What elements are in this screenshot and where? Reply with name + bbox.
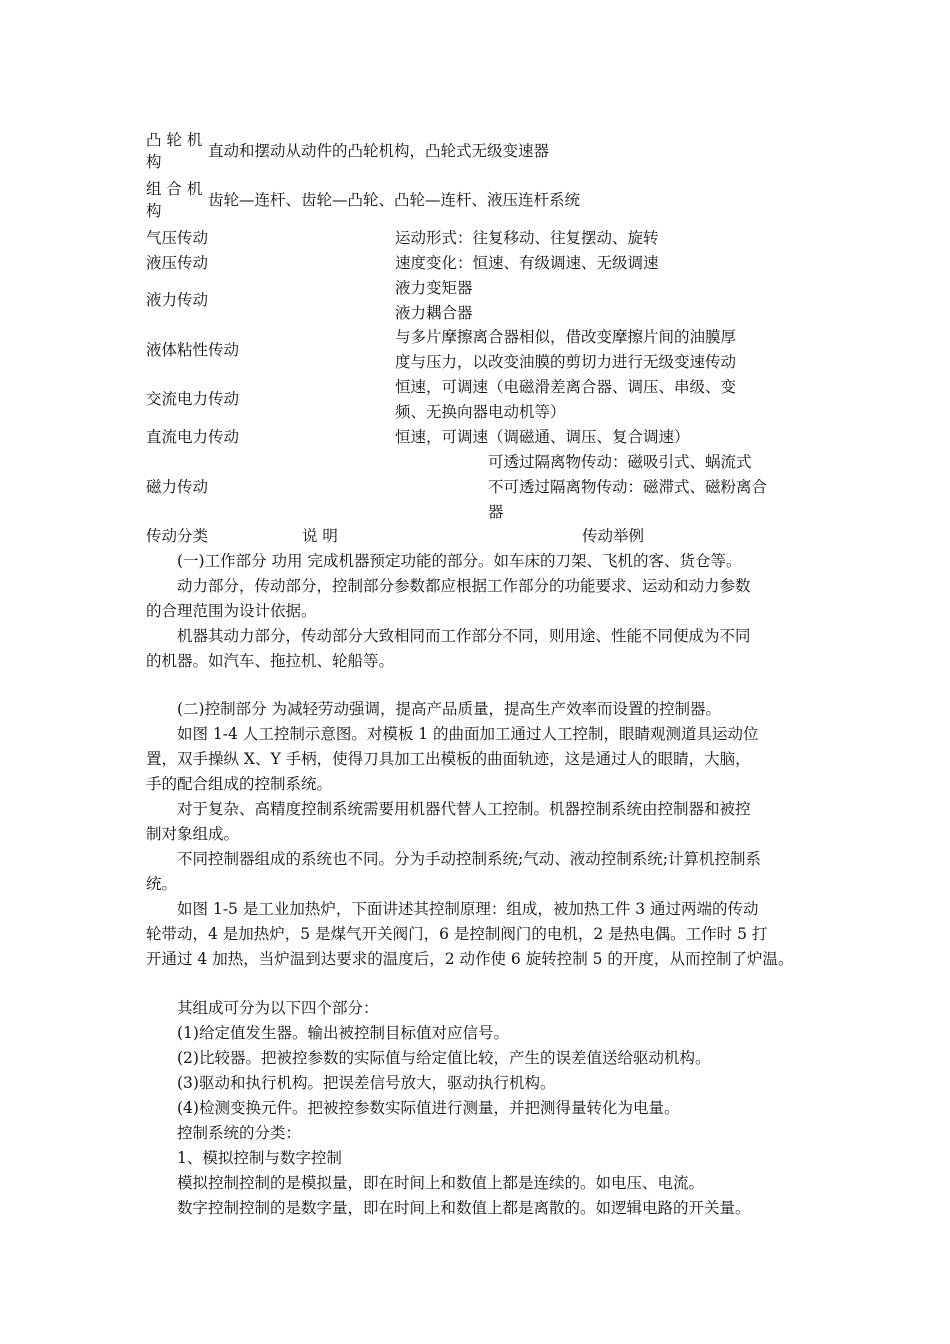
paragraph-line: 统。 [146, 875, 178, 893]
table-header-col1: 传动分类 [146, 527, 209, 545]
paragraph-line: 制对象组成。 [146, 825, 240, 843]
table-cell-type: 直流电力传动 [146, 428, 240, 446]
table-cell-desc: 度与压力，以改变油膜的剪切力进行无级变速传动 [395, 353, 737, 371]
table-cell-desc: 频、无换向器电动机等） [395, 403, 566, 421]
table-cell-type: 液力传动 [146, 291, 209, 309]
paragraph-line: 轮带动，4 是加热炉，5 是煤气开关阀门，6 是控制阀门的电机，2 是热电偶。工作时 5 打 [146, 925, 768, 943]
paragraph-line: 其组成可分为以下四个部分： [177, 999, 379, 1017]
section-heading: 1、模拟控制与数字控制 [177, 1149, 342, 1167]
table-cell-desc: 可透过隔离物传动：磁吸引式、蜗流式 [488, 453, 752, 471]
section-heading: 控制系统的分类： [177, 1124, 302, 1142]
table-cell-description: 直动和摆动从动件的凸轮机构，凸轮式无级变速器 [208, 142, 550, 160]
paragraph-line: 如图 1-5 是工业加热炉，下面讲述其控制原理：组成，被加热工件 3 通过两端的传动 [177, 900, 759, 918]
table-cell-type: 气压传动 [146, 229, 209, 247]
table-cell-desc: 与多片摩擦离合器相似，借改变摩擦片间的油膜厚 [395, 328, 737, 346]
paragraph-line: 的合理范围为设计依据。 [146, 602, 317, 620]
table-cell-desc: 液力耦合器 [395, 304, 473, 322]
paragraph-line: (二)控制部分 为减轻劳动强调，提高产品质量，提高生产效率而设置的控制器。 [177, 700, 722, 718]
table-cell-type: 磁力传动 [146, 478, 209, 496]
table-cell-desc: 恒速，可调速（电磁滑差离合器、调压、串级、变 [395, 378, 737, 396]
table-cell-desc: 器 [488, 503, 504, 521]
table-cell-desc: 不可透过隔离物传动：磁滞式、磁粉离合 [488, 478, 768, 496]
paragraph-line: 开通过 4 加热，当炉温到达要求的温度后，2 动作使 6 旋转控制 5 的开度，从而控制了炉温。 [146, 950, 794, 968]
paragraph-line: 如图 1-4 人工控制示意图。对模板 1 的曲面加工通过人工控制，眼睛观测道具运动位 [177, 725, 759, 743]
table-cell-desc: 恒速，可调速（调磁通、调压、复合调速） [395, 428, 690, 446]
paragraph-line: 模拟控制控制的是模拟量，即在时间上和数值上都是连续的。如电压、电流。 [177, 1174, 705, 1192]
table-cell-description: 齿轮—连杆、齿轮—凸轮、凸轮—连杆、液压连杆系统 [208, 191, 581, 209]
paragraph-line: (一)工作部分 功用 完成机器预定功能的部分。如车床的刀架、飞机的客、货仓等。 [177, 552, 742, 570]
table-header-col3: 传动举例 [582, 527, 645, 545]
list-item: (1)给定值发生器。输出被控制目标值对应信号。 [177, 1024, 509, 1042]
paragraph-line: 不同控制器组成的系统也不同。分为手动控制系统;气动、液动控制系统;计算机控制系 [177, 850, 761, 868]
table-cell-desc: 液力变矩器 [395, 279, 473, 297]
paragraph-line: 数字控制控制的是数字量，即在时间上和数值上都是离散的。如逻辑电路的开关量。 [177, 1199, 751, 1217]
paragraph-line: 置，双手操纵 X、Y 手柄，使得刀具加工出模板的曲面轨迹，这是通过人的眼睛，大脑， [146, 750, 751, 768]
paragraph-line: 动力部分，传动部分，控制部分参数都应根据工作部分的功能要求、运动和动力参数 [177, 577, 751, 595]
table-cell-category: 构 [146, 202, 162, 220]
list-item: (4)检测变换元件。把被控参数实际值进行测量，并把测得量转化为电量。 [177, 1099, 680, 1117]
table-cell-category: 构 [146, 153, 162, 171]
paragraph-line: 手的配合组成的控制系统。 [146, 775, 333, 793]
paragraph-line: 机器其动力部分，传动部分大致相同而工作部分不同，则用途、性能不同便成为不同 [177, 627, 751, 645]
table-cell-category: 凸 轮 机 [146, 131, 203, 149]
table-cell-type: 液体粘性传动 [146, 341, 240, 359]
table-cell-desc: 运动形式：往复移动、往复摆动、旋转 [395, 229, 659, 247]
table-cell-type: 液压传动 [146, 254, 209, 272]
table-header-col2: 说 明 [302, 527, 338, 545]
table-cell-type: 交流电力传动 [146, 390, 240, 408]
paragraph-line: 的机器。如汽车、拖拉机、轮船等。 [146, 652, 395, 670]
paragraph-line: 对于复杂、高精度控制系统需要用机器代替人工控制。机器控制系统由控制器和被控 [177, 800, 751, 818]
list-item: (3)驱动和执行机构。把误差信号放大，驱动执行机构。 [177, 1074, 556, 1092]
table-cell-desc: 速度变化：恒速、有级调速、无级调速 [395, 254, 659, 272]
table-cell-category: 组 合 机 [146, 180, 203, 198]
list-item: (2)比较器。把被控参数的实际值与给定值比较，产生的误差值送给驱动机构。 [177, 1049, 711, 1067]
